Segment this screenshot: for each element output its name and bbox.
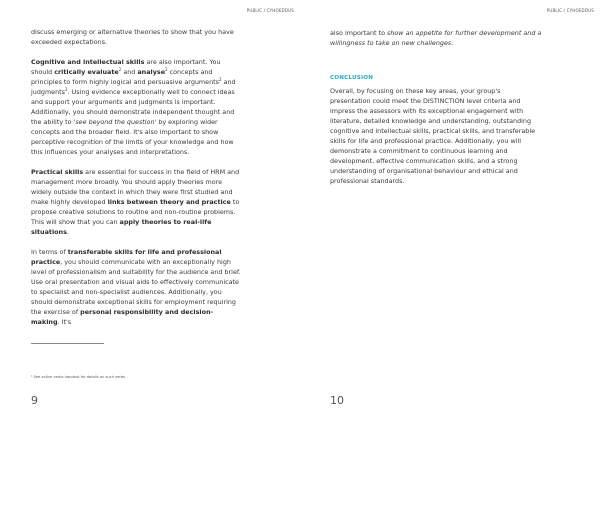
paragraph-intro: discuss emerging or alternative theories to show that you have exceeded expectations. [31, 28, 234, 46]
right-column [330, 28, 542, 196]
paragraph-continuation: also important to show an appetite for further development and a willingness to take on new challenges. [330, 29, 542, 47]
right-page [300, 0, 600, 505]
page-number: 9 [31, 394, 38, 407]
page-number: 10 [330, 394, 344, 407]
paragraph-conclusion: Overall, by focusing on these key areas, your group's presentation could meet the DISTINCTION level criteria and impress the assessors with its exceptional engagement with literature, detailed knowledge and understanding, outstanding cognitive and intellectual skills, practical skills, and transferable skills for life and professional practice. Additionally, you will demonstrate a commitment to continuous learning and development, effective communication skills, and a strong understanding of organisational behaviour and ethical and professional standards. [330, 87, 536, 185]
page-header: PUBLIC / CYHOEDDUS [246, 8, 294, 13]
paragraph-practical-skills: Practical skills are essential for success in the field of HRM and management more broadly. You should apply theories more widely outside the context in which they were first studied and make highly developed links between theory and practice to propose creative solutions to routine and non-routine problems. This will show that you can apply theories to real-life situations. [31, 168, 240, 236]
footnote: ² See active verbs handout for details on such verbs [31, 375, 126, 379]
paragraph-cognitive-skills: Cognitive and intellectual skills are also important. You should critically evaluate$^2$ and analyse$^2$ concepts and principles to form highly logical and persuasive arguments$^2$ and judgments$^2$. Using evidence exceptionally well to connect ideas and support your arguments and judgments is important. Additionally, you should demonstrate independent thought and the ability to 'see beyond the question' by exploring wider concepts and the broader field. It's also important to show perceptive recognition of the limits of your knowledge and how this influences your analyses and interpretations. [31, 58, 236, 156]
footnote-divider [31, 343, 104, 344]
paragraph-transferable-skills: In terms of transferable skills for life and professional practice, you should communicate with an exceptionally high level of professionalism and suitability for the audience and brief. Use oral presentation and visual aids to effectively communicate to specialist and non-specialist audiences. Additionally, you should demonstrate exceptional skills for employment requiring the exercise of personal responsibility and decision-making. It's [31, 248, 241, 326]
page-header: PUBLIC / CYHOEDDUS [546, 8, 594, 13]
left-column [31, 27, 241, 337]
conclusion-heading: CONCLUSION [330, 75, 374, 81]
